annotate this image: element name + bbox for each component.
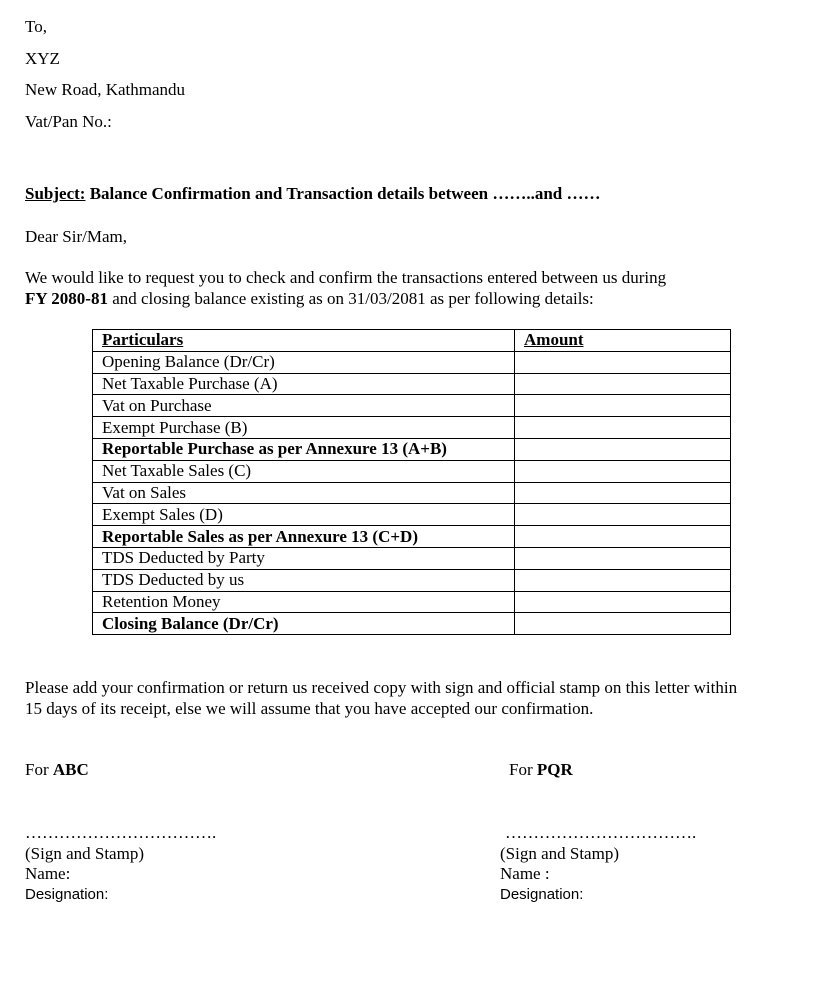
sign-dots-left: ……………………………. xyxy=(25,823,217,842)
recipient-name: XYZ xyxy=(25,49,60,68)
particulars-cell: Reportable Purchase as per Annexure 13 (A+B) xyxy=(93,438,515,460)
salutation: Dear Sir/Mam, xyxy=(25,227,127,246)
intro-paragraph xyxy=(25,267,815,309)
table-header-row xyxy=(93,330,731,352)
for-pqr xyxy=(509,760,573,780)
sign-stamp-right: (Sign and Stamp) xyxy=(500,844,619,863)
subject-label: Subject: xyxy=(25,184,86,203)
closing-line-1: Please add your confirmation or return us received copy with sign and official stamp on this letter within xyxy=(25,678,738,697)
amount-cell xyxy=(515,460,731,482)
amount-cell xyxy=(515,591,731,613)
particulars-cell: Net Taxable Sales (C) xyxy=(93,460,515,482)
table-row xyxy=(93,569,731,591)
recipient-to: To, xyxy=(25,17,47,36)
particulars-cell: Exempt Purchase (B) xyxy=(93,417,515,439)
for-prefix-right: For xyxy=(509,760,537,779)
for-prefix-left: For xyxy=(25,760,53,779)
table-row xyxy=(93,351,731,373)
header-particulars: Particulars xyxy=(93,330,515,352)
particulars-cell: TDS Deducted by us xyxy=(93,569,515,591)
table-row xyxy=(93,395,731,417)
intro-line-2-rest: and closing balance existing as on 31/03/2081 as per following details: xyxy=(107,289,594,308)
table-row xyxy=(93,460,731,482)
amount-cell xyxy=(515,438,731,460)
particulars-cell: Net Taxable Purchase (A) xyxy=(93,373,515,395)
intro-line-1: We would like to request you to check and confirm the transactions entered between us during xyxy=(25,268,667,287)
particulars-cell: Reportable Sales as per Annexure 13 (C+D) xyxy=(93,526,515,548)
name-label-right: Name : xyxy=(500,864,550,883)
amount-cell xyxy=(515,417,731,439)
subject-text: Balance Confirmation and Transaction details between ……..and …… xyxy=(89,184,601,203)
amount-cell xyxy=(515,613,731,635)
recipient-address: New Road, Kathmandu xyxy=(25,80,186,99)
table-row xyxy=(93,504,731,526)
particulars-cell: Closing Balance (Dr/Cr) xyxy=(93,613,515,635)
company-pqr: PQR xyxy=(536,760,573,779)
amount-cell xyxy=(515,482,731,504)
particulars-cell: Vat on Purchase xyxy=(93,395,515,417)
company-abc: ABC xyxy=(52,760,89,779)
table-row xyxy=(93,438,731,460)
table-row xyxy=(93,613,731,635)
designation-label-left: Designation: xyxy=(25,886,109,903)
table-row xyxy=(93,417,731,439)
subject-line xyxy=(25,184,601,204)
closing-paragraph xyxy=(25,677,815,719)
amount-cell xyxy=(515,504,731,526)
amount-cell xyxy=(515,395,731,417)
particulars-cell: Opening Balance (Dr/Cr) xyxy=(93,351,515,373)
table-row xyxy=(93,526,731,548)
for-abc xyxy=(25,760,89,780)
amount-cell xyxy=(515,569,731,591)
table-row xyxy=(93,373,731,395)
recipient-vat-pan: Vat/Pan No.: xyxy=(25,112,112,131)
header-amount: Amount xyxy=(515,330,731,352)
details-table xyxy=(92,329,731,635)
particulars-cell: Vat on Sales xyxy=(93,482,515,504)
table-row xyxy=(93,591,731,613)
closing-line-2: 15 days of its receipt, else we will assume that you have accepted our confirmation. xyxy=(25,699,594,718)
amount-cell xyxy=(515,351,731,373)
particulars-cell: Retention Money xyxy=(93,591,515,613)
table-row xyxy=(93,482,731,504)
particulars-cell: TDS Deducted by Party xyxy=(93,547,515,569)
intro-line-2 xyxy=(25,288,815,309)
amount-cell xyxy=(515,547,731,569)
fiscal-year: FY 2080-81 xyxy=(25,289,108,308)
designation-label-right: Designation: xyxy=(500,886,584,903)
particulars-cell: Exempt Sales (D) xyxy=(93,504,515,526)
sign-stamp-left: (Sign and Stamp) xyxy=(25,844,144,863)
sign-dots-right: ……………………………. xyxy=(505,823,697,842)
table-row xyxy=(93,547,731,569)
amount-cell xyxy=(515,526,731,548)
name-label-left: Name: xyxy=(25,864,71,883)
amount-cell xyxy=(515,373,731,395)
